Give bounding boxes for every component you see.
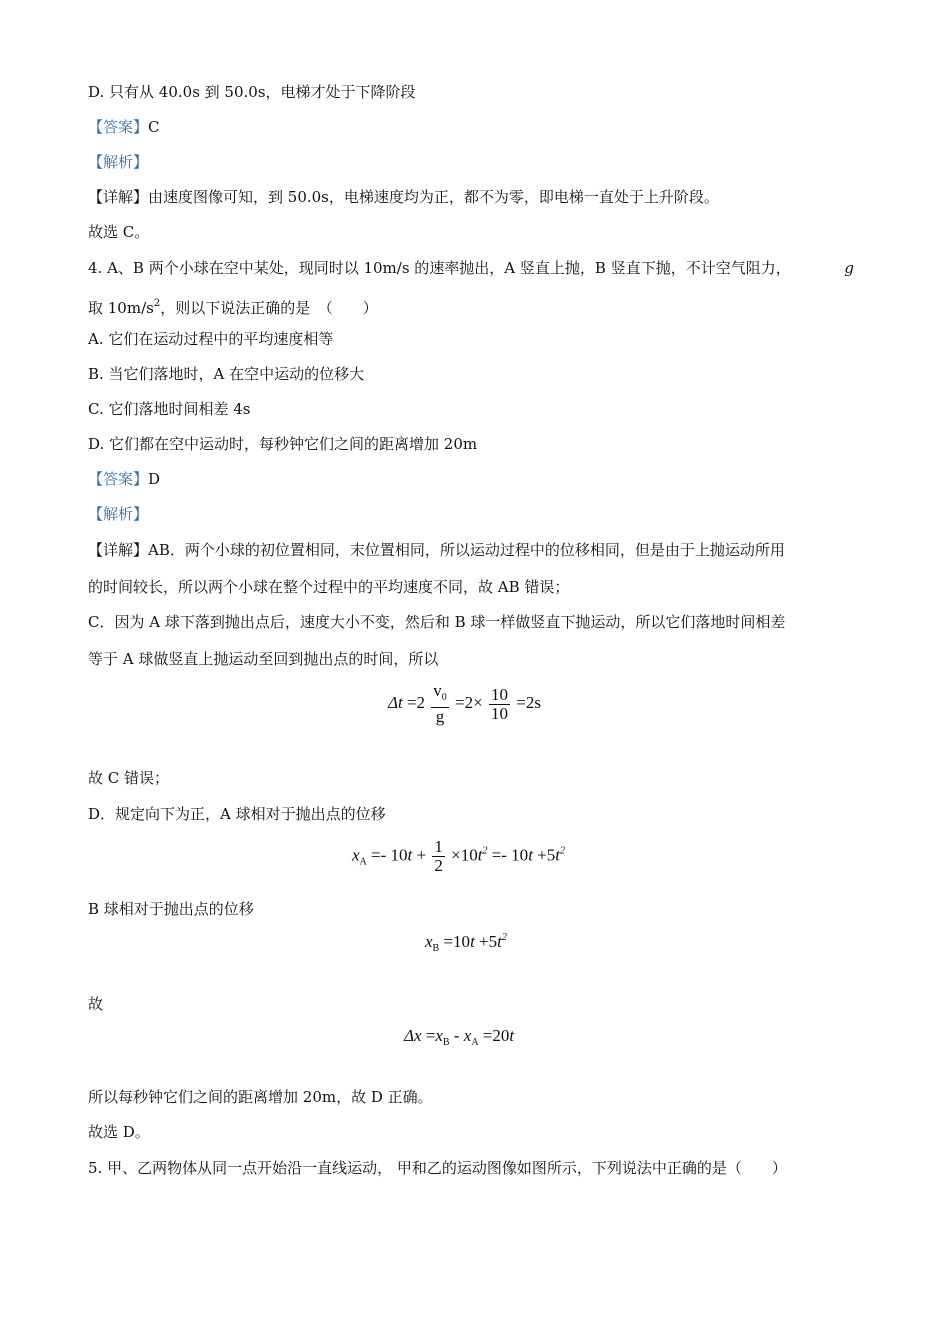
eq1-lhs: Δt: [388, 692, 403, 712]
q4-c-line2: 等于 A 球做竖直上抛运动至回到抛出点的时间，所以: [88, 650, 439, 668]
eq3-part2: +5: [479, 932, 498, 951]
q4-c-line1: C．因为 A 球下落到抛出点后，速度大小不变，然后和 B 球一样做竖直下抛运动，所以它们落地时间相差: [88, 613, 786, 631]
eq4-t: t: [509, 1026, 515, 1045]
eq2-part2: +: [416, 845, 427, 865]
answer-tag: 【答案】: [88, 118, 149, 136]
stem-unit: 取 10m/s: [88, 299, 154, 317]
eq3-x: x: [425, 932, 433, 951]
q4-option-b: B. 当它们落地时，A 在空中运动的位移大: [88, 365, 365, 383]
eq3-x-sub: B: [432, 943, 440, 954]
eq4-x1-sub: B: [442, 1037, 450, 1048]
eq2-half-den: 2: [434, 856, 443, 875]
eq3-t1: t: [470, 932, 475, 951]
eq1-frac1-num: v: [433, 681, 442, 700]
stem-text: 4. A、B 两个小球在空中某处，现同时以 10m/s 的速率抛出，A 竖直上抛，B 竖直下抛，不计空气阻力，: [88, 259, 791, 277]
answer-value: C: [148, 118, 160, 136]
q5-stem: 5. 甲、乙两物体从同一点开始沿一直线运动， 甲和乙的运动图像如图所示，下列说法中正确的是（ ）: [88, 1159, 787, 1177]
eq1-fraction-10-10: [489, 686, 510, 723]
eq2-sq1: 2: [482, 845, 488, 857]
detail-tag: 【详解】: [88, 188, 149, 206]
eq4-lhs: Δx: [404, 1026, 422, 1045]
eq2-t3: t: [528, 845, 533, 865]
eq3-sq: 2: [501, 932, 507, 943]
eq1-frac2-den: 10: [490, 703, 508, 723]
stem-unit-sup: 2: [153, 298, 161, 309]
q4-option-a: A. 它们在运动过程中的平均速度相等: [88, 330, 334, 348]
stem-question: ，则以下说法正确的是 （ ）: [160, 299, 378, 317]
answer-value: D: [148, 470, 161, 488]
q3-analysis-tag: 【解析】: [88, 153, 149, 171]
answer-tag: 【答案】: [88, 470, 149, 488]
equation-xa: [352, 838, 565, 875]
eq1-fraction-v0-g: [431, 682, 449, 726]
eq4-x2-sub: A: [471, 1037, 479, 1048]
eq2-t2: t: [477, 845, 483, 865]
eq1-frac1-num-sub: 0: [441, 692, 447, 703]
eq2-sq2: 2: [560, 845, 565, 857]
q4-option-d: D. 它们都在空中运动时，每秒钟它们之间的距离增加 20m: [88, 435, 478, 453]
eq1-eq: =2: [406, 692, 426, 712]
eq2-x: x: [352, 845, 360, 865]
eq2-t1: t: [407, 845, 413, 865]
eq2-part5: +5: [537, 845, 556, 865]
q4-detail-line2: 的时间较长，所以两个小球在整个过程中的平均速度不同，故 AB 错误；: [88, 578, 570, 596]
eq2-x-sub: A: [359, 856, 367, 868]
detail-tag: 【详解】: [88, 541, 149, 559]
q3-answer: [88, 116, 868, 138]
eq3-t2: t: [497, 932, 502, 951]
q4-d-line1: D．规定向下为正，A 球相对于抛出点的位移: [88, 805, 386, 823]
stem-g: g: [844, 259, 854, 277]
eq4-minus: -: [453, 1026, 460, 1045]
equation-delta-t: [388, 682, 541, 726]
eq4-eq: =: [425, 1026, 436, 1045]
q4-stem-line1: [88, 257, 868, 279]
q4-b-line: B 球相对于抛出点的位移: [88, 900, 254, 918]
eq1-frac1-den: g: [435, 707, 445, 726]
eq1-frac2-num: 10: [490, 684, 508, 704]
equation-xb: [425, 932, 507, 954]
eq2-t4: t: [555, 845, 560, 865]
q4-analysis-tag: 【解析】: [88, 505, 149, 523]
eq4-x1: x: [435, 1026, 443, 1045]
eq2-fraction-half: [432, 838, 445, 875]
eq3-part1: =10: [443, 932, 471, 951]
eq2-half-num: 1: [434, 837, 443, 856]
eq4-rhs: =20: [482, 1026, 510, 1045]
q3-detail: [88, 186, 868, 208]
eq2-part4: =- 10: [491, 845, 529, 865]
eq1-times: =2×: [455, 692, 483, 712]
eq2-part3: ×10: [451, 845, 478, 865]
detail-text: 由速度图像可知，到 50.0s，电梯速度均为正，都不为零，即电梯一直处于上升阶段。: [148, 188, 719, 206]
q4-therefore: 故: [88, 995, 104, 1013]
q4-final: 故选 D。: [88, 1123, 150, 1141]
q3-option-d: D. 只有从 40.0s 到 50.0s，电梯才处于下降阶段: [88, 83, 416, 101]
q4-stem-line2: [88, 293, 868, 319]
q3-conclusion: 故选 C。: [88, 223, 150, 241]
eq1-rhs: =2s: [516, 692, 541, 712]
equation-delta-x: [404, 1026, 514, 1048]
eq2-part1: =- 10: [371, 845, 408, 865]
q4-d-conclusion: 所以每秒钟它们之间的距离增加 20m，故 D 正确。: [88, 1088, 433, 1106]
q4-option-c: C. 它们落地时间相差 4s: [88, 400, 251, 418]
q4-answer: [88, 468, 868, 490]
detail-text: AB．两个小球的初位置相同，末位置相同，所以运动过程中的位移相同，但是由于上抛运动所用: [148, 541, 785, 559]
q4-c-conclusion: 故 C 错误；: [88, 769, 170, 787]
eq4-x2: x: [463, 1026, 472, 1045]
q4-detail-line1: [88, 539, 868, 561]
